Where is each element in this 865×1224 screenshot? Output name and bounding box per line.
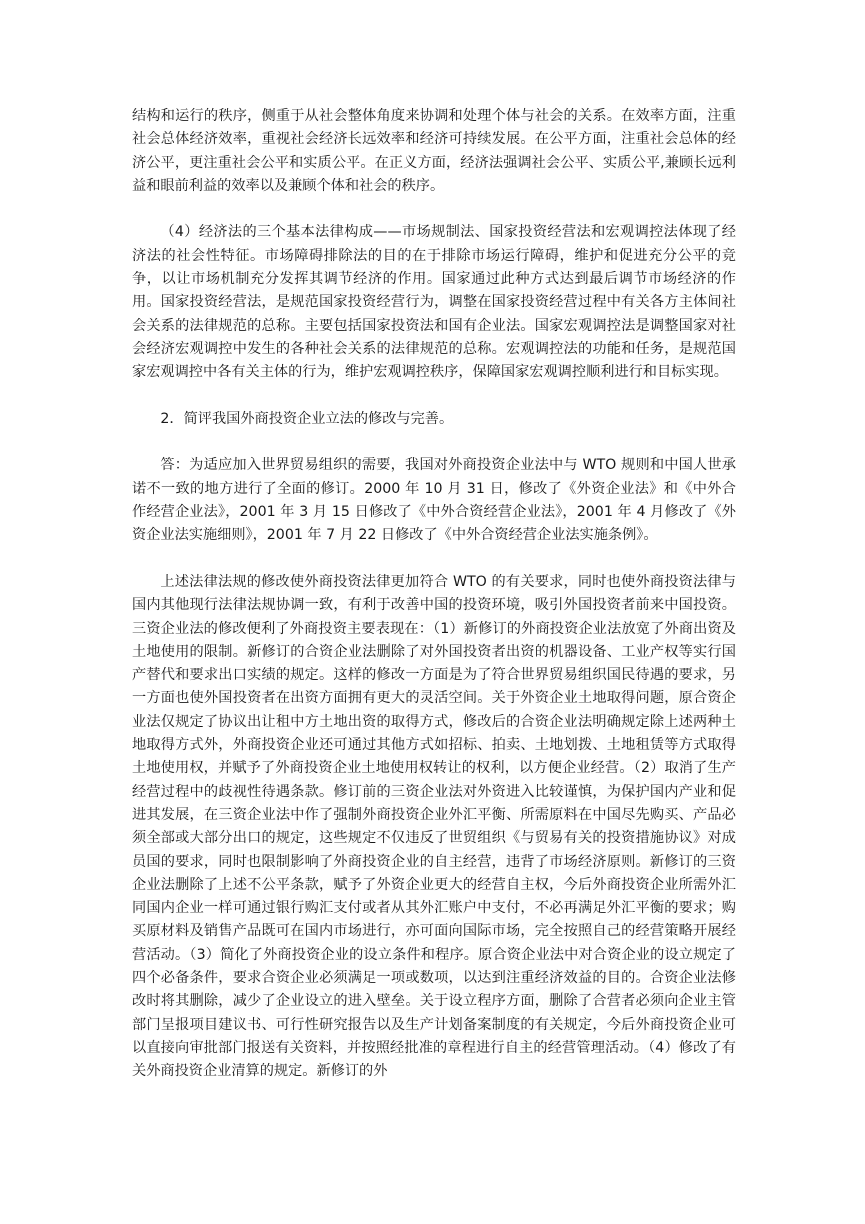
paragraph-answer-intro: 答：为适应加入世界贸易组织的需要，我国对外商投资企业法中与 WTO 规则和中国人世承诺不一致的地方进行了全面的修订。2000 年 10 月 31 日，修改了《外资企业法》和《中外合作经营企业法》，2001 年 3 月 15 日修改了《中外合资经营企业法》，2001 年 4 月修改了《外资企业法实施细则》，2001 年 7 月 22 日修改了《中外合资经营企业法实施条例》。 [132,457,736,544]
question-heading: 2．简评我国外商投资企业立法的修改与完善。 [160,410,454,427]
paragraph-economic-law-structure: （4）经济法的三个基本法律构成——市场规制法、国家投资经营法和宏观调控法体现了经济法的社会性特征。市场障碍排除法的目的在于排除市场运行障碍，维护和促进充分公平的竞争，以让市场机制充分发挥其调节经济的作用。国家通过此种方式达到最后调节市场经济的作用。国家投资经营法，是规范国家投资经营行为，调整在国家投资经营过程中有关各方主体间社会关系的法律规范的总称。主要包括国家投资法和国有企业法。国家宏观调控法是调整国家对社会经济宏观调控中发生的各种社会关系的法律规范的总称。宏观调控法的功能和任务，是规范国家宏观调控中各有关主体的行为，维护宏观调控秩序，保障国家宏观调控顺利进行和目标实现。 [132,224,736,381]
document-body [132,105,736,1083]
paragraph-answer-details: 上述法律法规的修改使外商投资法律更加符合 WTO 的有关要求，同时也使外商投资法律与国内其他现行法律法规协调一致，有利于改善中国的投资环境，吸引外国投资者前来中国投资。三资企业法的修改便利了外商投资主要表现在：（1）新修订的外商投资企业法放宽了外商出资及土地使用的限制。新修订的合资企业法删除了对外国投资者出资的机器设备、工业产权等实行国产替代和要求出口实绩的规定。这样的修改一方面是为了符合世界贸易组织国民待遇的要求，另一方面也使外国投资者在出资方面拥有更大的灵活空间。关于外资企业土地取得问题，原合资企业法仅规定了协议出让租中方土地出资的取得方式，修改后的合资企业法明确规定除上述两种土地取得方式外，外商投资企业还可通过其他方式如招标、拍卖、土地划拨、土地租赁等方式取得土地使用权，并赋予了外商投资企业土地使用权转让的权利，以方便企业经营。（2）取消了生产经营过程中的歧视性待遇条款。修订前的三资企业法对外资进入比较谨慎，为保护国内产业和促进其发展，在三资企业法中作了强制外商投资企业外汇平衡、所需原料在中国尽先购买、产品必须全部或大部分出口的规定，这些规定不仅违反了世贸组织《与贸易有关的投资措施协议》对成员国的要求，同时也限制影响了外商投资企业的自主经营，违背了市场经济原则。新修订的三资企业法删除了上述不公平条款，赋予了外资企业更大的经营自主权，今后外商投资企业所需外汇同国内企业一样可通过银行购汇支付或者从其外汇账户中支付，不必再满足外汇平衡的要求；购买原材料及销售产品既可在国内市场进行，亦可面向国际市场，完全按照自己的经营策略开展经营活动。（3）简化了外商投资企业的设立条件和程序。原合资企业法中对合资企业的设立规定了四个必备条件，要求合资企业必须满足一项或数项，以达到注重经济效益的目的。合资企业法修改时将其删除，减少了企业设立的进入壁垒。关于设立程序方面，删除了合营者必须向企业主管部门呈报项目建议书、可行性研究报告以及生产计划备案制度的有关规定，今后外商投资企业可以直接向审批部门报送有关资料，并按照经批准的章程进行自主的经营管理活动。（4）修改了有关外商投资企业清算的规定。新修订的外 [132,573,736,1080]
paragraph-continuation: 结构和运行的秩序，侧重于从社会整体角度来协调和处理个体与社会的关系。在效率方面，注重社会总体经济效率，重视社会经济长远效率和经济可持续发展。在公平方面，注重社会总体的经济公平，更注重社会公平和实质公平。在正义方面，经济法强调社会公平、实质公平,兼顾长远利益和眼前利益的效率以及兼顾个体和社会的秩序。 [132,108,736,194]
